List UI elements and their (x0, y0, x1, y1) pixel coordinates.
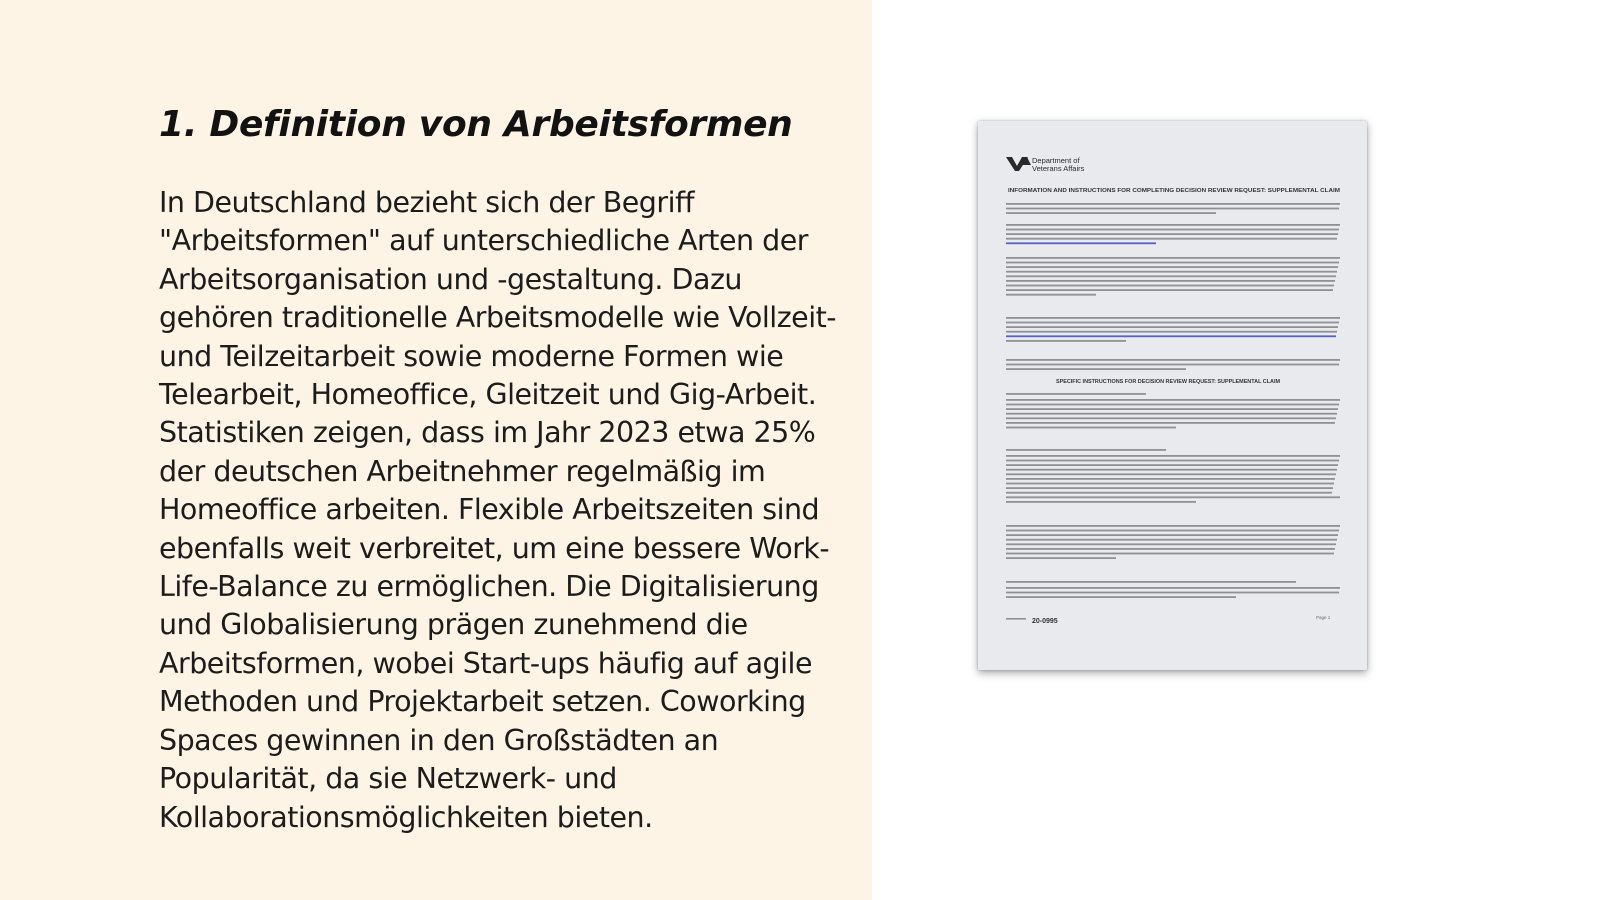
document-text-line (1006, 242, 1156, 244)
document-text-line (1006, 233, 1338, 235)
document-text-line (1006, 478, 1335, 480)
document-text-line (1006, 340, 1126, 342)
document-text-line (1006, 449, 1166, 451)
document-text-line (1006, 534, 1338, 536)
document-text-line (1006, 399, 1340, 401)
document-text-line (1006, 455, 1340, 457)
document-text-line (1006, 294, 1096, 296)
agency-name-line1: Department of (1032, 156, 1080, 165)
document-text-line (1006, 212, 1216, 214)
document-text-line (1006, 275, 1336, 277)
document-text-line (1006, 422, 1335, 424)
document-text-line (1006, 496, 1340, 498)
document-text-line (1006, 368, 1186, 370)
document-text-line (1006, 413, 1337, 415)
document-text-line (1006, 473, 1336, 475)
document-text-line (1006, 427, 1176, 429)
document-text-line (1006, 539, 1337, 541)
document-text-line (1006, 525, 1340, 527)
document-text-line (1006, 280, 1335, 282)
document-text-line (1006, 469, 1337, 471)
page-number: Page 1 (1316, 615, 1331, 620)
document-text-line (1006, 289, 1333, 291)
document-text-line (1006, 530, 1339, 532)
document-text-line (1006, 553, 1334, 555)
document-text-line (1006, 393, 1146, 395)
document-text-line (1006, 417, 1336, 419)
va-logo-icon (1006, 157, 1031, 171)
document-text-line (1006, 364, 1339, 366)
document-text-line (1006, 229, 1339, 231)
document-text-line (1006, 271, 1337, 273)
document-text-line (1006, 408, 1338, 410)
slide-title: 1. Definition von Arbeitsformen (159, 104, 793, 145)
document-text-line (1006, 501, 1196, 503)
document-text-line (1006, 587, 1340, 589)
document-text-line (1006, 335, 1336, 337)
document-text-line (1006, 596, 1236, 598)
document-text-line (1006, 208, 1339, 210)
document-text-line (1006, 203, 1340, 205)
document-text-line (1006, 317, 1340, 319)
document-text-line (1006, 359, 1340, 361)
document-text-line (1006, 492, 1332, 494)
document-footer-line (1006, 618, 1026, 620)
document-text-line (1006, 404, 1339, 406)
document-text-line (1006, 331, 1337, 333)
document-text-line (1006, 557, 1116, 559)
document-text-line (1006, 548, 1335, 550)
agency-name-line2: Veterans Affairs (1032, 164, 1085, 173)
document-text-line (1006, 285, 1334, 287)
document-text-line (1006, 262, 1339, 264)
document-text-line (1006, 581, 1296, 583)
document-subheading: SPECIFIC INSTRUCTIONS FOR DECISION REVIEW REQUEST: SUPPLEMENTAL CLAIM (1056, 379, 1280, 385)
document-page (978, 121, 1367, 670)
document-text-line (1006, 592, 1339, 594)
document-text-line (1006, 326, 1338, 328)
document-text-lines (1006, 203, 1340, 620)
document-text-line (1006, 322, 1339, 324)
document-text-line (1006, 238, 1337, 240)
document-text-line (1006, 266, 1338, 268)
document-text-line (1006, 543, 1336, 545)
form-number: 20-0995 (1032, 618, 1058, 625)
document-text-line (1006, 487, 1333, 489)
document-text-line (1006, 464, 1338, 466)
document-text-line (1006, 483, 1334, 485)
document-text-line (1006, 257, 1340, 259)
document-heading: INFORMATION AND INSTRUCTIONS FOR COMPLETING DECISION REVIEW REQUEST: SUPPLEMENTAL CLAIM (1008, 188, 1341, 194)
document-text-line (1006, 460, 1339, 462)
document-text-line (1006, 224, 1340, 226)
document-thumbnail (978, 121, 1367, 670)
slide-body-paragraph: In Deutschland bezieht sich der Begriff "Arbeitsformen" auf unterschiedliche Arten der Arbeitsorganisation und -gestaltung. Dazu gehören traditionelle Arbeitsmodelle wie Vollzeit- und Teilzeitarbeit sowie moderne Formen wie Telearbeit, Homeoffice, Gleitzeit und Gig-Arbeit. Statistiken zeigen, dass im Jahr 2023 etwa 25% der deutschen Arbeitnehmer regelmäßig im Homeoffice arbeiten. Flexible Arbeitszeiten sind ebenfalls weit verbreitet, um eine bessere Work-Life-Balance zu ermöglichen. Die Digitalisierung und Globalisierung prägen zunehmend die Arbeitsformen, wobei Start-ups häufig auf agile Methoden und Projektarbeit setzen. Coworking Spaces gewinnen in den Großstädten an Popularität, da sie Netzwerk- und Kollaborationsmöglichkeiten bieten. (159, 186, 837, 834)
